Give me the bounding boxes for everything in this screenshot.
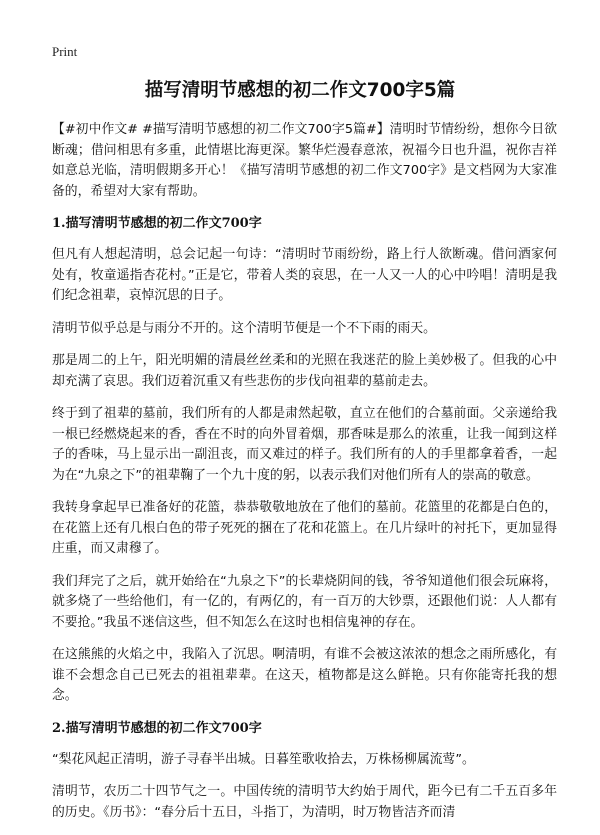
section-1-paragraph-4: 终于到了祖辈的墓前，我们所有的人都是肃然起敬，直立在他们的合墓前面。父亲递给我一根已经燃烧起来的香，香在不时的向外冒着烟，那香味是那么的浓重，让我一闻到这样子的香味，马上显示出一副沮丧，而又难过的样子。我们所有的人的手里都拿着香，一起为在“九泉之下”的祖辈鞠了一个九十度的躬，以表示我们对他们所有人的崇高的敬意。 xyxy=(52,406,557,483)
intro-paragraph: 【#初中作文# #描写清明节感想的初二作文700字5篇#】清明时节情纷纷，想你今日欲断魂；借问相思有多重，此情堪比海更深。繁华烂漫春意浓，祝福今日也升温，祝你吉祥如意总光临，清明假期多开心！《描写清明节感想的初二作文700字》是文档网为大家准备的，希望对大家有帮助。 xyxy=(52,122,557,199)
section-1-paragraph-7: 在这熊熊的火焰之中，我陷入了沉思。啊清明，有谁不会被这浓浓的想念之雨所感化，有谁不会想念自己已死去的祖祖辈辈。在这天，植物都是这么鲜艳。只有你能寄托我的想念。 xyxy=(52,647,557,703)
article-body xyxy=(52,120,557,835)
section-1-paragraph-3: 那是周二的上午，阳光明媚的清晨丝丝柔和的光照在我迷茫的脸上美妙极了。但我的心中却充满了哀思。我们迈着沉重又有些悲伤的步伐向祖辈的墓前走去。 xyxy=(52,353,557,389)
section-1-paragraph-1: 但凡有人想起清明，总会记起一句诗：“清明时节雨纷纷，路上行人欲断魂。借问酒家何处有，牧童遥指杏花村。”正是它，带着人类的哀思，在一人又一人的心中吟唱！清明是我们纪念祖辈，哀悼沉思的日子。 xyxy=(52,247,557,303)
page-title: 描写清明节感想的初二作文700字5篇 xyxy=(144,80,456,101)
section-1-paragraph-2: 清明节似乎总是与雨分不开的。这个清明节便是一个不下雨的雨天。 xyxy=(52,320,436,336)
section-1-paragraph-6: 我们拜完了之后，就开始给在“九泉之下”的长辈烧阴间的钱，爷爷知道他们很会玩麻将，就多烧了一些给他们，有一亿的，有两亿的，有一百万的大钞票，还跟他们说：人人都有不要抢。”我虽不迷信这些，但不知怎么在这时也相信鬼神的存在。 xyxy=(52,573,557,630)
section-2-paragraph-1: “梨花风起正清明，游子寻春半出城。日暮笙歌收拾去，万株杨柳属流莺”。 xyxy=(52,751,475,767)
section-2-paragraph-2: 清明节，农历二十四节气之一。中国传统的清明节大约始于周代，距今已有二千五百多年的历史。《历书》：“春分后十五日，斗指丁，为清明，时万物皆洁齐而清 xyxy=(52,784,557,820)
section-2-heading: 2.描写清明节感想的初二作文700字 xyxy=(52,720,262,736)
section-1-heading: 1.描写清明节感想的初二作文700字 xyxy=(52,216,262,231)
section-1-paragraph-5: 我转身拿起早已准备好的花篮，恭恭敬敬地放在了他们的墓前。花篮里的花都是白色的，在花篮上还有几根白色的带子死死的捆在了花和花篮上。在几片绿叶的衬托下，更加显得庄重，而又肃穆了。 xyxy=(52,500,557,556)
print-label[interactable]: Print xyxy=(52,44,78,59)
